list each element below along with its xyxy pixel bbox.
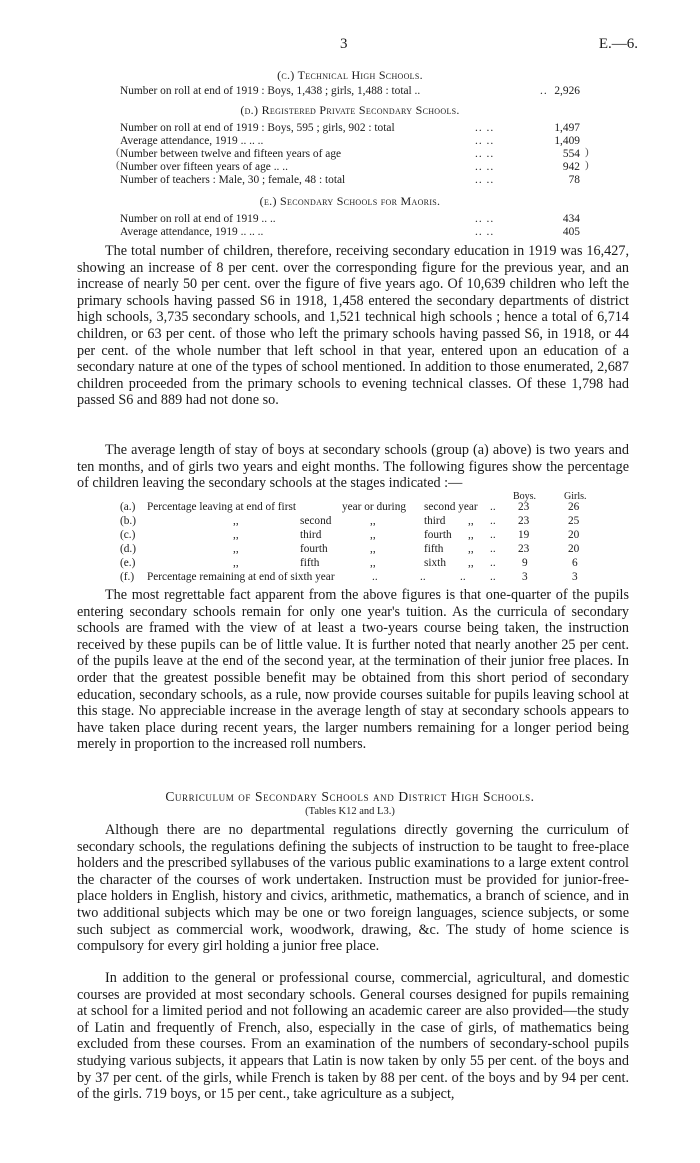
row-dots: .. .. <box>475 226 495 238</box>
value-girls: 20 <box>568 529 580 541</box>
column-header-girls: Girls. <box>564 491 587 502</box>
registered-row <box>120 121 640 135</box>
right-brace-mark: ) <box>585 146 589 158</box>
row-label: Number of teachers : Male, 30 ; female, 48 : total <box>120 174 346 186</box>
value-boys: 23 <box>518 515 530 527</box>
value-boys: 23 <box>518 543 530 555</box>
left-brace-mark: ( <box>116 146 120 158</box>
row-key: (d.) <box>120 543 136 555</box>
row-label: Average attendance, 1919 .. .. .. <box>120 226 264 238</box>
curriculum-heading: Curriculum of Secondary Schools and District High Schools. <box>165 789 535 804</box>
ditto-mark: ,, <box>370 529 376 541</box>
row-text: fourth <box>424 529 452 541</box>
paragraph-curriculum-regulations: Although there are no departmental regulations directly governing the curriculum of secondary schools, the regulations defining the subjects of instruction to be taught to free-place holders and the prescribed syllabuses of the various public examinations to a large extent control the character of the courses of work undertaken. Instruction must be provided for junior-free-place holders in English, history and civics, arithmetic, mathematics, a branch of science, and in two additional subjects which may be one or two foreign languages, science subjects, or some such subject as commercial work, woodwork, drawing, &c. The study of home science is compulsory for every girl holding a junior free place. <box>77 822 629 955</box>
row-text: fourth <box>300 543 328 555</box>
row-dots: .. .. <box>475 174 495 186</box>
registered-row <box>120 134 640 148</box>
registered-private-caption: (d.) Registered Private Secondary Schools. <box>240 103 460 117</box>
maori-schools-caption: (e.) Secondary Schools for Maoris. <box>259 194 441 208</box>
row-value: 434 <box>562 213 580 225</box>
row-dots: .. .. <box>475 148 495 160</box>
row-text: second <box>300 515 332 527</box>
value-girls: 20 <box>568 543 580 555</box>
row-text: fifth <box>424 543 444 555</box>
ditto-mark: ,, <box>468 557 474 569</box>
value-girls: 25 <box>568 515 580 527</box>
leaving-table-row <box>120 500 640 514</box>
row-dots: .. <box>372 571 378 583</box>
row-text: sixth <box>424 557 446 569</box>
ditto-mark: ,, <box>370 515 376 527</box>
row-key: (c.) <box>120 529 136 541</box>
row-value: 78 <box>568 174 580 186</box>
row-dots: .. <box>490 515 496 527</box>
row-dots: .. <box>420 571 426 583</box>
row-value: 554 <box>562 148 580 160</box>
row-label: Average attendance, 1919 .. .. .. <box>120 135 264 147</box>
row-value: 1,497 <box>554 122 580 134</box>
curriculum-subheading: (Tables K12 and L3.) <box>305 806 395 817</box>
registered-row <box>120 147 640 161</box>
value-girls: 6 <box>572 557 578 569</box>
row-dots: .. <box>490 557 496 569</box>
ditto-mark: ,, <box>370 543 376 555</box>
leaving-table-row <box>120 542 640 556</box>
row-dots: .. <box>490 529 496 541</box>
row-dots: .. <box>490 543 496 555</box>
row-value: 942 <box>562 161 580 173</box>
registered-row <box>120 173 640 187</box>
paragraph-regrettable-fact: The most regrettable fact apparent from the above figures is that one-quarter of the pupils entering secondary schools remain for only one year's tuition. As the curricula of secondary schools are framed with the view of at least a two-years course being taken, the instruction received by these pupils can be of little value. It is further noted that nearly another 25 per cent. of the pupils leave at the end of the second year, at the termination of their junior free places. In order that the greatest possible benefit may be obtained from this short period of secondary education, secondary schools, as a rule, now provide courses suitable for pupils leaving school at this stage. No appreciable increase in the average length of stay at secondary schools appears to have taken place during recent years, the larger numbers remaining for a longer period being merely in proportion to the increased roll numbers. <box>77 587 629 753</box>
ditto-mark: ,, <box>233 543 239 555</box>
maori-row <box>120 225 640 239</box>
row-label: Number on roll at end of 1919 : Boys, 595 ; girls, 902 : total <box>120 122 395 134</box>
maori-row <box>120 212 640 226</box>
ditto-mark: ,, <box>468 529 474 541</box>
row-text: third <box>424 515 446 527</box>
value-boys: 23 <box>518 501 530 513</box>
row-dots: .. .. <box>475 135 495 147</box>
leaving-table-row <box>120 556 640 570</box>
row-value: 2,926 <box>554 85 580 97</box>
row-key: (a.) <box>120 501 136 513</box>
technical-roll-row <box>120 84 640 98</box>
ditto-mark: ,, <box>468 543 474 555</box>
row-key: (f.) <box>120 571 135 583</box>
paragraph-courses-provided: In addition to the general or professional course, commercial, agricultural, and domestic courses are provided at most secondary schools. General courses designed for pupils remaining at school for a limited period and not following an academic career are also provided—the study of Latin and frequently of French, also, especially in the case of girls, of mathematics being excluded from these courses. From an examination of the numbers of secondary-school pupils studying various subjects, it appears that Latin is now taken by only 55 per cent. of the boys and by 37 per cent. of the girls, while French is taken by 88 per cent. of the boys and by 94 per cent. of the girls. 719 boys, or 15 per cent., take agriculture as a subject, <box>77 970 629 1103</box>
page-number: 3 <box>340 36 348 52</box>
row-text: third <box>300 529 322 541</box>
value-girls: 3 <box>572 571 578 583</box>
row-label: Number over fifteen years of age .. .. <box>120 161 288 173</box>
row-value: 1,409 <box>554 135 580 147</box>
row-text: Percentage remaining at end of sixth year <box>147 571 335 583</box>
registered-row <box>120 160 640 174</box>
value-boys: 9 <box>522 557 528 569</box>
right-brace-mark: ) <box>585 159 589 171</box>
ditto-mark: ,, <box>233 557 239 569</box>
row-key: (e.) <box>120 557 136 569</box>
ditto-mark: ,, <box>370 557 376 569</box>
row-value: 405 <box>562 226 580 238</box>
value-boys: 3 <box>522 571 528 583</box>
row-key: (b.) <box>120 515 136 527</box>
row-text: Percentage leaving at end of first <box>147 501 296 513</box>
ditto-mark: ,, <box>468 515 474 527</box>
leaving-table-row <box>120 570 640 584</box>
row-dots: .. .. <box>475 213 495 225</box>
row-label: Number on roll at end of 1919 .. .. <box>120 213 276 225</box>
row-label: Number on roll at end of 1919 : Boys, 1,438 ; girls, 1,488 : total .. <box>120 85 421 97</box>
row-text: fifth <box>300 557 320 569</box>
value-boys: 19 <box>518 529 530 541</box>
left-brace-mark: ( <box>116 159 120 171</box>
paragraph-enrolment-summary: The total number of children, therefore, receiving secondary education in 1919 was 16,427, showing an increase of 8 per cent. over the corresponding figure for the previous year, and an increase of nearly 50 per cent. over the figure of five years ago. Of 10,639 children who left the primary schools having passed S6 in 1918, 1,458 entered the secondary departments of district high schools, 3,735 secondary schools, and 1,521 technical high schools ; hence a total of 6,714 children, or 63 per cent. of those who left the primary schools having passed S6, in 1918, or 44 per cent. of the whole number that left school in that year, entered upon an education of a secondary nature at one of the types of school mentioned. In addition to those enumerated, 2,687 children proceeded from the primary schools to evening technical classes. Of these 1,798 had passed S6 and 889 had not done so. <box>77 243 629 409</box>
row-dots: .. <box>490 501 496 513</box>
leaving-table-row <box>120 528 640 542</box>
technical-high-schools-caption: (c.) Technical High Schools. <box>277 68 423 82</box>
row-dots: .. .. <box>475 122 495 134</box>
row-dots: .. .. <box>475 161 495 173</box>
ditto-mark: ,, <box>233 529 239 541</box>
row-dots: .. <box>540 85 548 97</box>
column-header-boys: Boys. <box>513 491 537 502</box>
ditto-mark: ,, <box>233 515 239 527</box>
row-dots: .. <box>460 571 466 583</box>
value-girls: 26 <box>568 501 580 513</box>
leaving-table-row <box>120 514 640 528</box>
paragraph-length-of-stay: The average length of stay of boys at secondary schools (group (a) above) is two years and ten months, and of girls two years and eight months. The following figures show the percentage of children leaving the secondary schools at the stages indicated :— <box>77 442 629 492</box>
row-label: Number between twelve and fifteen years of age <box>120 148 342 160</box>
row-text: second year <box>424 501 478 513</box>
document-code: E.—6. <box>598 36 638 52</box>
row-dots: .. <box>490 571 496 583</box>
row-text: year or during <box>342 501 406 513</box>
